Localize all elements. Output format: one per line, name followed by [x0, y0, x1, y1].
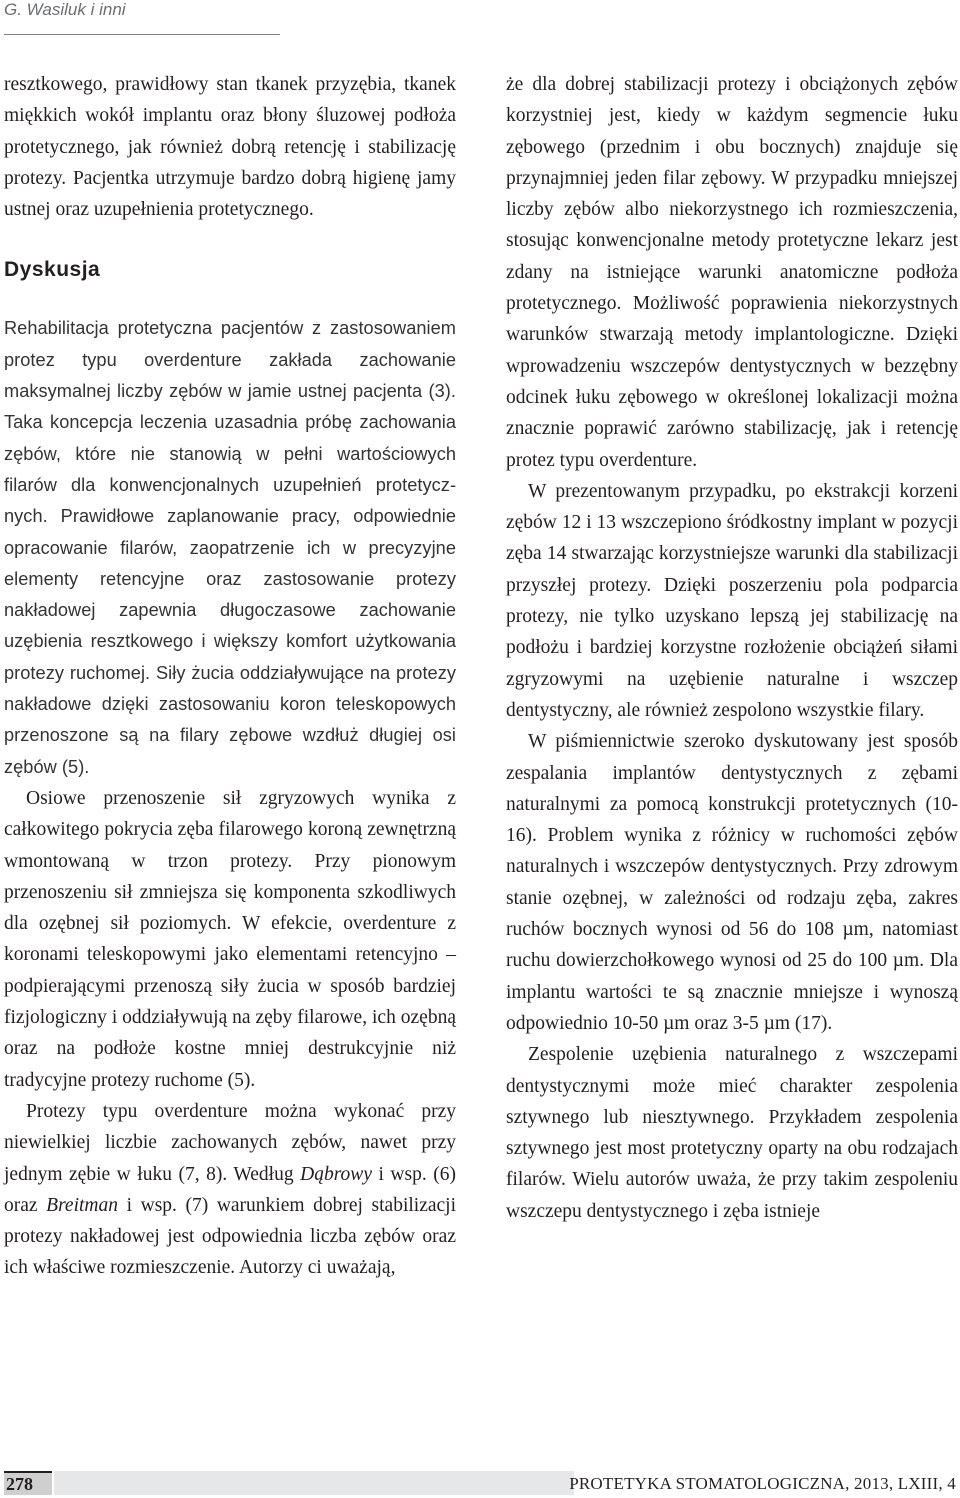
overdenture-text-c: i wsp. (7) warunkiem dobrej stabilizacji protezy nakładowej jest odpowiednia liczba zębów oraz ich właściwe rozmieszczenie. Autorzy ci uważają, — [4, 1194, 456, 1279]
header-rule — [4, 34, 280, 35]
footer — [4, 1471, 956, 1495]
left-column — [4, 69, 456, 1284]
paragraph-joining: Zespolenie uzębienia naturalnego z wszczepami dentystycznymi może mieć charakter zespolenia sztywnego lub niesztywnego. Przykładem zespolenia sztywnego jest most protetyczny oparty na obu rodzajach filarów. Wielu autorów uważa, że przy takim zespoleniu wszczepu dentystycznego i zęba istnieje — [506, 1044, 958, 1222]
running-head: G. Wasiluk i inni — [4, 0, 126, 19]
paragraph-continuation: że dla dobrej stabilizacji protezy i obciążonych zębów korzystniej jest, kiedy w każdym segmencie łuku zębowego (przednim i obu bocznych) znajduje się przynajmniej jeden filar zębowy. W przypadku mniejszej liczby zębów albo niekorzystnego ich rozmieszczenia, stosując konwencjonalne metody protetyczne lekarz jest zdany na istniejące warunki anatomiczne podłoża protetycznego. Możliwość poprawienia niekorzystnych warunków stwarzają metody implantologiczne. Dzięki wprowadzeniu wszczepów dentystycznych w bezzębny odcinek łuku zębowego w określonej lokalizacji można znacznie poprawić zarówno stabilizację, jak i retencję protez typu overdenture. — [506, 74, 958, 471]
footer-band — [54, 1471, 574, 1495]
author-dabrowa: Dąbrowy — [300, 1163, 372, 1185]
paragraph-intro: resztkowego, prawidłowy stan tkanek przyzębia, tkanek miękkich wokół implantu oraz błony śluzowej podłoża protetycznego, jak również dobrą retencję i stabilizację protezy. Pacjentka utrzymuje bardzo dobrą higienę jamy ustnej oraz uzupełnienia protetycznego. — [4, 74, 456, 221]
paragraph-discussion: Rehabilitacja protetyczna pacjentów z zastosowaniem protez typu overdenture zakłada zachowanie maksymalnej liczby zębów w jamie ustnej pacjenta (3). Taka koncepcja leczenia uzasadnia próbę zachowania zębów, które nie stanowią w pełni wartościowych filarów dla konwencjonalnych uzupełnień protetycznych. Prawidłowe zaplanowanie pracy, odpowiednie opracowanie filarów, zaopatrzenie ich w precyzyjne elementy retencyjne oraz zastosowanie protezy nakładowej zapewnia długoczasowe zachowanie uzębienia resztkowego i większy komfort użytkowania protezy ruchomej. Siły żucia oddziaływujące na protezy nakładowe dzięki zastosowaniu koron teleskopowych przenoszone są na filary zębowe wzdłuż długiej osi zębów (5). — [4, 318, 456, 777]
page-number: 278 — [4, 1471, 52, 1495]
author-breitman: Breitman — [46, 1194, 119, 1216]
section-heading-dyskusja: Dyskusja — [4, 258, 101, 282]
paragraph-literature: W piśmiennictwie szeroko dyskutowany jest sposób zespalania implantów dentystycznych z zębami naturalnymi za pomocą konstrukcji protetycznych (10-16). Problem wynika z różnicy w ruchomości zębów naturalnych i wszczepów dentystycznych. Przy zdrowym stanie ozębnej, w zależności od rodzaju zęba, zakres ruchów bocznych wynosi od 56 do 108 µm, natomiast ruchu dowierzchołkowego wynosi od 25 do 100 µm. Dla implantu wartości te są znacznie mniejsze i wynoszą odpowiednio 10-50 µm oraz 3-5 µm (17). — [506, 731, 958, 1034]
paragraph-axial-forces: Osiowe przenoszenie sił zgryzowych wynika z całkowitego pokrycia zęba filarowego koroną zewnętrzną wmontowaną w trzon protezy. Przy pionowym przenoszeniu sił zmniejsza się komponenta szkodliwych dla ozębnej sił poziomych. W efekcie, overdenture z koronami teleskopowymi jako elementami retencyjno – podpierającymi przenoszą siły żucia w sposób bardziej fizjologiczny i oddziaływują na zęby filarowe, ich ozębną oraz na podłoże kostne mniej destrukcyjnie niż tradycyjne protezy ruchome (5). — [4, 787, 456, 1091]
paragraph-case: W prezentowanym przypadku, po ekstrakcji korzeni zębów 12 i 13 wszczepiono śródkostny implant w pozycji zęba 14 stwarzając korzystniejsze warunki dla stabilizacji przyszłej protezy. Dzięki poszerzeniu pola podparcia protezy, nie tylko uzyskano lepszą jej stabilizację na podłożu i bardziej korzystne rozłożenie obciążeń siłami zgryzowymi na uzębienie naturalne i wszczep dentystyczny, ale również zespolono wszystkie filary. — [506, 480, 958, 721]
overdenture-text-b: i wsp. (6) oraz — [4, 1163, 456, 1216]
journal-citation: PROTETYKA STOMATOLOGICZNA, 2013, LXIII, 4 — [569, 1474, 956, 1493]
overdenture-text-a: Protezy typu overdenture można wykonać przy niewielkiej liczbie zachowanych zębów, nawet przy jednym zębie w łuku (7, 8). Według — [4, 1100, 456, 1185]
paragraph-overdenture — [4, 1096, 456, 1284]
right-column — [506, 69, 958, 1227]
